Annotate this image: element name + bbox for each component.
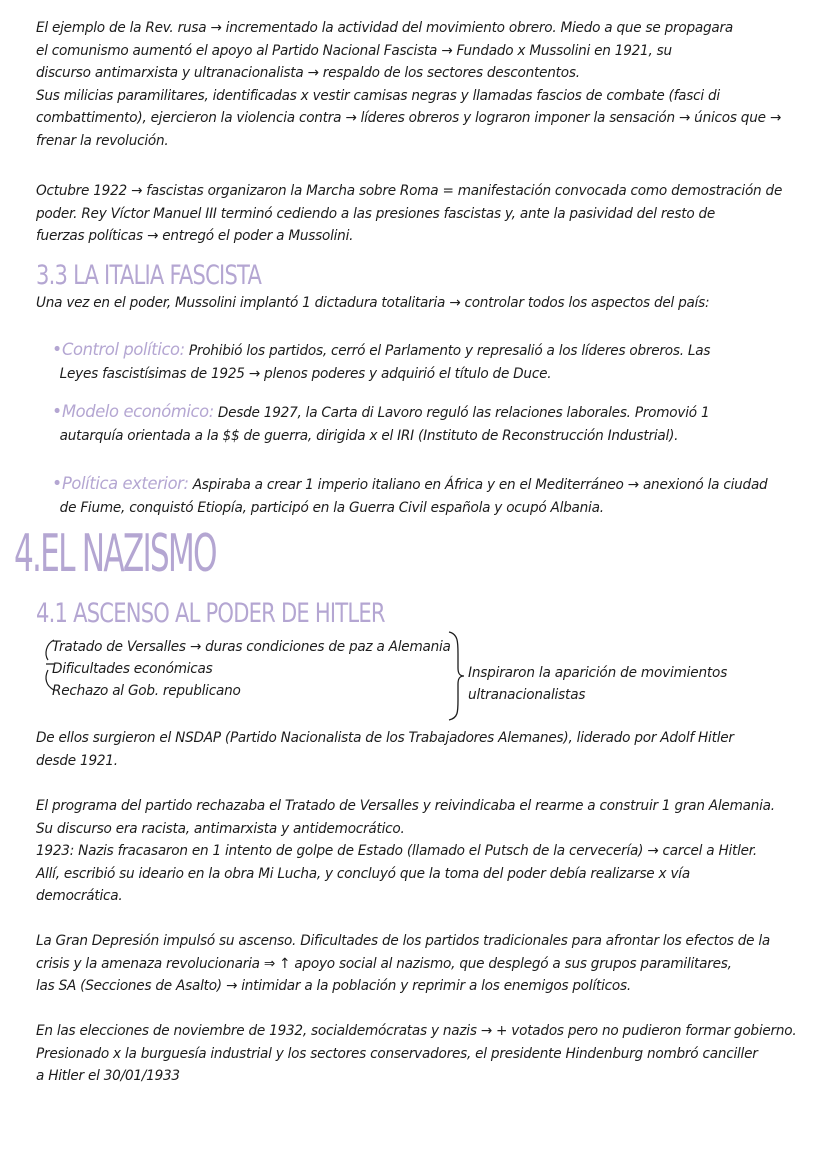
- bullet-text: Aspiraba a crear 1 imperio italiano en África y en el Mediterráneo → anexionó la ciudad: [188, 477, 768, 493]
- text-line: discurso antimarxista y ultranacionalista → respaldo de los sectores descontentos.: [36, 65, 580, 82]
- text-line: democrática.: [36, 888, 123, 905]
- nsdap-paragraph: [36, 727, 779, 772]
- text-line: frenar la revolución.: [36, 132, 169, 149]
- bullet-text: autarquía orientada a la $$ de guerra, dirigida x el IRI (Instituto de Reconstrucción Industrial).: [59, 428, 679, 444]
- text-line: el comunismo aumentó el apoyo al Partido Nacional Fascista → Fundado x Mussolini en 1921, su: [36, 42, 672, 59]
- section-4-1-heading: 4.1 ASCENSO AL PODER DE HITLER: [36, 598, 385, 629]
- programa-paragraph: [36, 795, 779, 908]
- text-line: desde 1921.: [36, 752, 118, 769]
- text-line: En las elecciones de noviembre de 1932, socialdemócratas y nazis → + votados pero no pudieron formar gobierno.: [36, 1023, 797, 1039]
- bullet-term: Modelo económico:: [61, 402, 214, 422]
- bullet-term: Control político:: [61, 340, 185, 360]
- text-line: El programa del partido rechazaba el Tratado de Versalles y reivindicaba el rearme a construir 1 gran Alemania.: [36, 798, 775, 814]
- bullet-modelo-economico: [52, 400, 782, 448]
- text-line: Presionado x la burguesía industrial y los sectores conservadores, el presidente Hindenburg nombró canciller: [36, 1045, 758, 1062]
- section-3-3-intro: [36, 292, 779, 315]
- text-line: La Gran Depresión impulsó su ascenso. Dificultades de los partidos tradicionales para afrontar los efectos de la: [36, 933, 771, 949]
- section-3-3-heading: 3.3 LA ITALIA FASCISTA: [36, 260, 262, 291]
- text-line: Octubre 1922 → fascistas organizaron la Marcha sobre Roma = manifestación convocada como demostración de: [36, 183, 783, 199]
- bullet-text: Prohibió los partidos, cerró el Parlamento y represalió a los líderes obreros. Las: [184, 343, 711, 359]
- depresion-paragraph: [36, 930, 779, 998]
- text-line: a Hitler el 30/01/1933: [36, 1068, 180, 1085]
- text-line: 1923: Nazis fracasaron en 1 intento de golpe de Estado (llamado el Putsch de la cervecería) → carcel a Hitler.: [36, 843, 757, 860]
- text-line: Sus milicias paramilitares, identificadas x vestir camisas negras y llamadas fascios de combate (fasci di: [36, 87, 720, 104]
- intro-paragraph: [36, 17, 782, 153]
- right-brace-icon: [446, 630, 466, 722]
- text-line: fuerzas políticas → entregó el poder a Mussolini.: [36, 228, 354, 245]
- bullet-dot-icon: •: [52, 401, 62, 422]
- bullet-dot-icon: •: [52, 339, 62, 360]
- elecciones-paragraph: [36, 1020, 797, 1088]
- bullet-term: Política exterior:: [61, 474, 189, 494]
- text-line: ultranacionalistas: [468, 687, 586, 703]
- text-line: Inspiraron la aparición de movimientos: [468, 665, 728, 681]
- bullet-text: Desde 1927, la Carta di Lavoro reguló las relaciones laborales. Promovió 1: [213, 405, 710, 421]
- bullet-text: de Fiume, conquistó Etiopía, participó en la Guerra Civil española y ocupó Albania.: [59, 500, 604, 516]
- bullet-text: Leyes fascistísimas de 1925 → plenos poderes y adquirió el título de Duce.: [59, 366, 552, 382]
- bullet-dot-icon: •: [52, 473, 62, 494]
- text-line: crisis y la amenaza revolucionaria ⇒ ↑ apoyo social al nazismo, que desplegó a sus grupos paramilitares,: [36, 955, 732, 972]
- text-line: El ejemplo de la Rev. rusa → incrementado la actividad del movimiento obrero. Miedo a que se propagara: [36, 20, 733, 36]
- list-item: Dificultades económicas: [52, 661, 213, 677]
- text-line: Allí, escribió su ideario en la obra Mi Lucha, y concluyó que la toma del poder debía realizarse x vía: [36, 865, 690, 882]
- text-line: combattimento), ejercieron la violencia contra → líderes obreros y lograron imponer la sensación → únicos que →: [36, 110, 782, 127]
- text-line: poder. Rey Víctor Manuel III terminó cediendo a las presiones fascistas y, ante la pasividad del resto de: [36, 205, 716, 222]
- text-line: Una vez en el poder, Mussolini implantó 1 dictadura totalitaria → controlar todos los aspectos del país:: [36, 295, 710, 311]
- consequence-text: [468, 662, 727, 706]
- bullet-politica-exterior: [52, 472, 782, 520]
- list-item: Rechazo al Gob. republicano: [52, 683, 241, 699]
- text-line: las SA (Secciones de Asalto) → intimidar a la población y reprimir a los enemigos políticos.: [36, 978, 631, 995]
- causes-list: [52, 636, 451, 702]
- bullet-control-politico: [52, 338, 782, 386]
- list-item: Tratado de Versalles → duras condiciones de paz a Alemania: [52, 639, 451, 655]
- section-4-heading: 4.EL NAZISMO: [14, 524, 216, 584]
- marcha-paragraph: [36, 180, 783, 248]
- text-line: De ellos surgieron el NSDAP (Partido Nacionalista de los Trabajadores Alemanes), liderado por Adolf Hitler: [36, 730, 734, 746]
- text-line: Su discurso era racista, antimarxista y antidemocrático.: [36, 820, 405, 837]
